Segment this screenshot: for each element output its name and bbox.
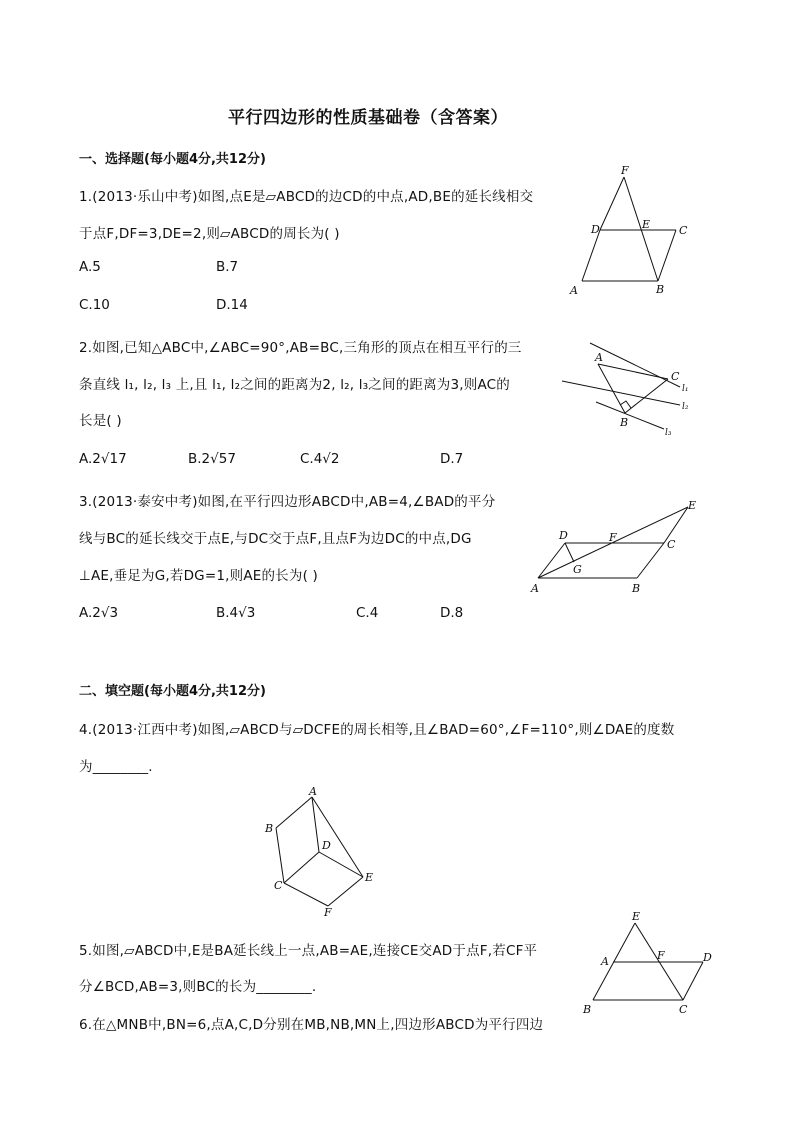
q1-label-b: B xyxy=(656,283,665,296)
q5-label-a: A xyxy=(601,955,609,968)
q1-option-b[interactable]: B.7 xyxy=(216,259,239,275)
q1-side-ad xyxy=(582,230,600,281)
q4-text-line1: 4.(2013·江西中考)如图,▱ABCD与▱DCFE的周长相等,且∠BAD=60°,∠F=110°,则∠DAE的度数 xyxy=(79,722,675,738)
q1-label-e: E xyxy=(642,218,651,231)
q6-text-line1: 6.在△MNB中,BN=6,点A,C,D分别在MB,NB,MN上,四边形ABCD为平行四边 xyxy=(79,1017,544,1033)
q4-side-cd xyxy=(284,852,319,883)
q3-text-line2: 线与BC的延长线交于点E,与DC交于点F,且点F为边DC的中点,DG xyxy=(79,531,472,547)
q4-label-b: B xyxy=(265,822,274,835)
q2-figure-parallel-lines xyxy=(560,335,710,445)
q1-figure-parallelogram xyxy=(560,160,700,300)
q3-figure-parallelogram xyxy=(525,495,705,600)
q1-text-line1: 1.(2013·乐山中考)如图,点E是▱ABCD的边CD的中点,AD,BE的延长线相交 xyxy=(79,189,534,205)
q1-side-bc xyxy=(658,230,676,281)
q5-label-c: C xyxy=(679,1003,688,1016)
q4-side-de xyxy=(319,852,363,877)
q1-option-c[interactable]: C.10 xyxy=(79,297,110,313)
q2-option-b[interactable]: B.2√57 xyxy=(188,451,236,467)
q3-option-c[interactable]: C.4 xyxy=(356,605,379,621)
page-title: 平行四边形的性质基础卷（含答案） xyxy=(228,108,508,128)
q5-label-b: B xyxy=(583,1003,592,1016)
q4-label-e: E xyxy=(365,871,374,884)
q5-label-e: E xyxy=(632,910,641,923)
q2-side-ac xyxy=(598,364,668,379)
q4-side-da xyxy=(312,797,319,852)
q4-figure-two-parallelograms xyxy=(258,785,388,920)
q2-text-line2: 条直线 l₁, l₂, l₃ 上,且 l₁, l₂之间的距离为2, l₂, l₃之间的距离为3,则AC的 xyxy=(79,377,511,393)
q5-text-line2: 分∠BCD,AB=3,则BC的长为________. xyxy=(79,979,317,995)
q3-side-bc xyxy=(637,543,664,578)
q2-label-b: B xyxy=(620,416,629,429)
section-heading-fill: 二、填空题(每小题4分,共12分) xyxy=(79,684,266,699)
q3-side-ad xyxy=(538,543,565,578)
q3-label-a: A xyxy=(531,582,539,595)
q2-option-c[interactable]: C.4√2 xyxy=(300,451,340,467)
q4-text-line2: 为________. xyxy=(79,759,153,775)
q4-line-ae xyxy=(312,797,363,877)
q3-label-f: F xyxy=(609,531,617,544)
q5-side-cd xyxy=(683,962,703,1000)
q1-label-d: D xyxy=(591,223,600,236)
q2-option-d[interactable]: D.7 xyxy=(440,451,464,467)
q2-side-ab xyxy=(598,364,625,413)
q3-label-d: D xyxy=(559,529,568,542)
q2-option-a[interactable]: A.2√17 xyxy=(79,451,127,467)
q2-label-a: A xyxy=(595,351,603,364)
q3-label-g: G xyxy=(573,563,582,576)
q4-side-cf xyxy=(284,883,328,906)
q4-side-bc xyxy=(276,828,284,883)
q1-option-d[interactable]: D.14 xyxy=(216,297,248,313)
q4-label-c: C xyxy=(274,879,283,892)
q3-text-line1: 3.(2013·泰安中考)如图,在平行四边形ABCD中,AB=4,∠BAD的平分 xyxy=(79,494,496,510)
q3-label-b: B xyxy=(632,582,641,595)
q4-label-a: A xyxy=(309,785,317,798)
section-heading-choice: 一、选择题(每小题4分,共12分) xyxy=(79,152,266,167)
q3-label-c: C xyxy=(667,538,676,551)
q3-text-line3: ⊥AE,垂足为G,若DG=1,则AE的长为( ) xyxy=(79,568,319,584)
q2-side-bc xyxy=(625,379,668,413)
q4-label-d: D xyxy=(322,839,331,852)
q1-line-df xyxy=(600,177,624,230)
q4-label-f: F xyxy=(324,906,332,919)
q5-figure-parallelogram xyxy=(575,905,725,1020)
q1-text-line2: 于点F,DF=3,DE=2,则▱ABCD的周长为( ) xyxy=(79,226,340,242)
q5-text-line1: 5.如图,▱ABCD中,E是BA延长线上一点,AB=AE,连接CE交AD于点F,若CF平 xyxy=(79,943,538,959)
q3-option-b[interactable]: B.4√3 xyxy=(216,605,256,621)
q1-label-a: A xyxy=(570,284,578,297)
q1-label-c: C xyxy=(679,224,688,237)
q1-line-fb xyxy=(624,177,658,281)
q5-label-f: F xyxy=(657,949,665,962)
q2-label-l3: l₃ xyxy=(665,428,672,438)
q4-side-fe xyxy=(328,877,363,906)
q3-option-d[interactable]: D.8 xyxy=(440,605,464,621)
q5-label-d: D xyxy=(703,951,712,964)
q3-label-e: E xyxy=(688,499,697,512)
q2-label-l2: l₂ xyxy=(682,402,689,412)
q2-text-line1: 2.如图,已知△ABC中,∠ABC=90°,AB=BC,三角形的顶点在相互平行的三 xyxy=(79,340,522,356)
q2-label-c: C xyxy=(671,370,680,383)
q1-label-f: F xyxy=(621,164,629,177)
q3-line-dg xyxy=(565,543,574,562)
q2-line-l2 xyxy=(562,381,680,405)
q3-option-a[interactable]: A.2√3 xyxy=(79,605,119,621)
q2-label-l1: l₁ xyxy=(682,384,689,394)
q4-side-ab xyxy=(276,797,312,828)
q2-text-line3: 长是( ) xyxy=(79,413,122,429)
q1-option-a[interactable]: A.5 xyxy=(79,259,101,275)
